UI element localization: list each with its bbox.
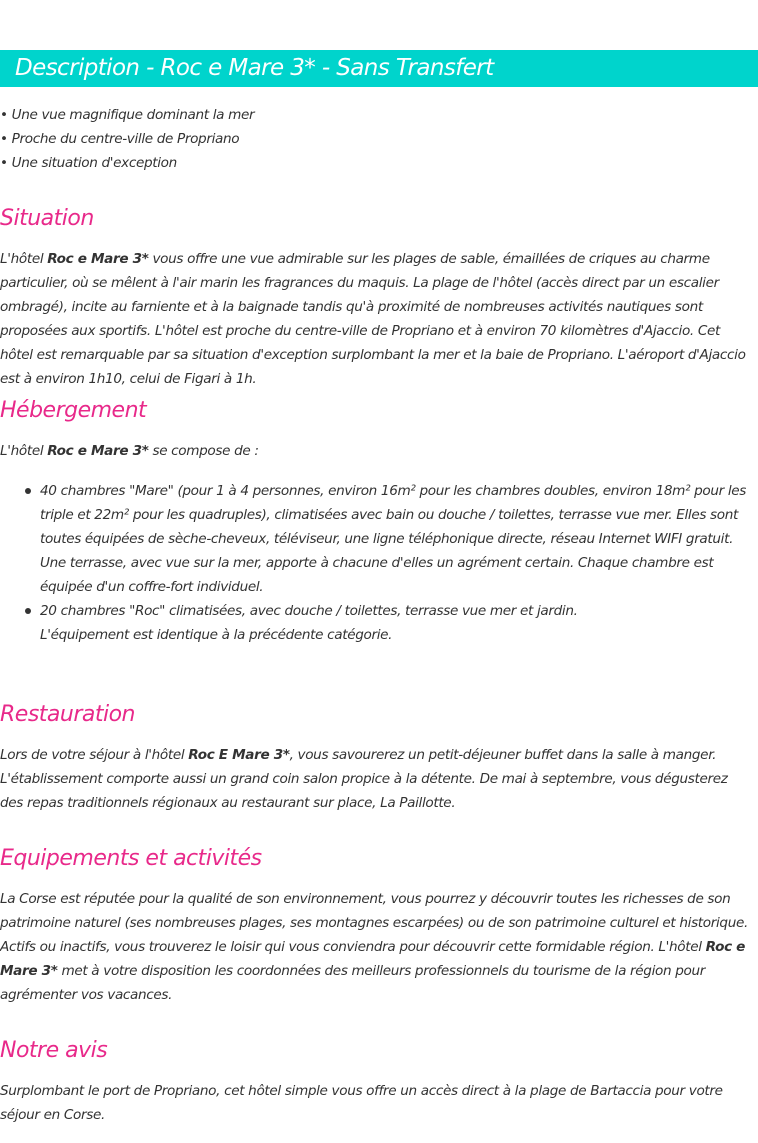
equipements-hotel-name: Roc e Mare 3*: [0, 939, 746, 979]
avis-heading: Notre avis: [0, 1038, 108, 1063]
highlight-item: • Une situation d'exception: [0, 155, 177, 171]
situation-text-start: L'hôtel: [0, 251, 48, 267]
highlight-item: • Une vue magnifique dominant la mer: [0, 107, 255, 123]
room-description: 20 chambres "Roc" climatisées, avec douche / toilettes, terrasse vue mer et jardin.: [40, 603, 578, 619]
highlights-list: [0, 103, 752, 175]
restauration-text: [0, 743, 752, 815]
rooms-note: L'équipement est identique à la précédente catégorie.: [40, 627, 393, 643]
bullet-icon: [25, 608, 31, 614]
situation-text-end: vous offre une vue admirable sur les plages de sable, émaillées de criques au charme particulier, où se mêlent à l'air marin les fragrances du maquis. La plage de l'hôtel (accès direct par un escalier ombragé), incite au farniente et à la baignade tandis qu'à proximité de nombreuses activités nautiques sont proposées aux sportifs. L'hôtel est proche du centre-ville de Propriano et à environ 70 kilomètres d'Ajaccio. Cet hôtel est remarquable par sa situation d'exception surplombant la mer et la baie de Propriano. L'aéroport d'Ajaccio est à environ 1h10, celui de Figari à 1h.: [0, 251, 746, 387]
situation-text: [0, 247, 752, 391]
description-banner: [0, 50, 758, 87]
list-item: [0, 479, 752, 599]
situation-heading: Situation: [0, 206, 94, 231]
equipements-text: [0, 887, 752, 1007]
banner-title: Description - Roc e Mare 3* - Sans Transfert: [15, 55, 494, 81]
rooms-list: [0, 479, 752, 647]
restauration-text-start: Lors de votre séjour à l'hôtel: [0, 747, 189, 763]
equipements-heading: Equipements et activités: [0, 846, 262, 871]
situation-hotel-name: Roc e Mare 3*: [47, 251, 149, 267]
hebergement-intro-start: L'hôtel: [0, 443, 48, 459]
avis-text: Surplombant le port de Propriano, cet hôtel simple vous offre un accès direct à la plage de Bartaccia pour votre séjour en Corse.: [0, 1083, 723, 1123]
equipements-text-start: La Corse est réputée pour la qualité de son environnement, vous pourrez y découvrir toutes les richesses de son patrimoine naturel (ses nombreuses plages, ses montagnes escarpées) ou de son patrimoine culturel et historique. Actifs ou inactifs, vous trouverez le loisir qui vous conviendra pour découvrir cette formidable région. L'hôtel: [0, 891, 748, 955]
bullet-icon: [25, 488, 31, 494]
restauration-hotel-name: Roc E Mare 3*: [188, 747, 290, 763]
equipements-text-end: met à votre disposition les coordonnées des meilleurs professionnels du tourisme de la région pour agrémenter vos vacances.: [0, 963, 705, 1003]
restauration-text-end: , vous savourerez un petit-déjeuner buffet dans la salle à manger. L'établissement comporte aussi un grand coin salon propice à la détente. De mai à septembre, vous dégusterez des repas traditionnels régionaux au restaurant sur place, La Paillotte.: [0, 747, 728, 811]
hebergement-intro: [0, 439, 752, 463]
room-description: 40 chambres "Mare" (pour 1 à 4 personnes, environ 16m² pour les chambres doubles, environ 18m² pour les triple et 22m² pour les quadruples), climatisées avec bain ou douche / toilettes, terrasse vue mer. Elles sont toutes équipées de sèche-cheveux, téléviseur, une ligne téléphonique directe, réseau Internet WIFI gratuit. Une terrasse, avec vue sur la mer, apporte à chacune d'elles un agrément certain. Chaque chambre est équipée d'un coffre-fort individuel.: [40, 483, 747, 595]
restauration-heading: Restauration: [0, 702, 136, 727]
hebergement-intro-end: se compose de :: [148, 443, 259, 459]
highlight-item: • Proche du centre-ville de Propriano: [0, 131, 240, 147]
list-item: [0, 599, 752, 647]
hebergement-heading: Hébergement: [0, 398, 147, 423]
hebergement-hotel-name: Roc e Mare 3*: [47, 443, 149, 459]
